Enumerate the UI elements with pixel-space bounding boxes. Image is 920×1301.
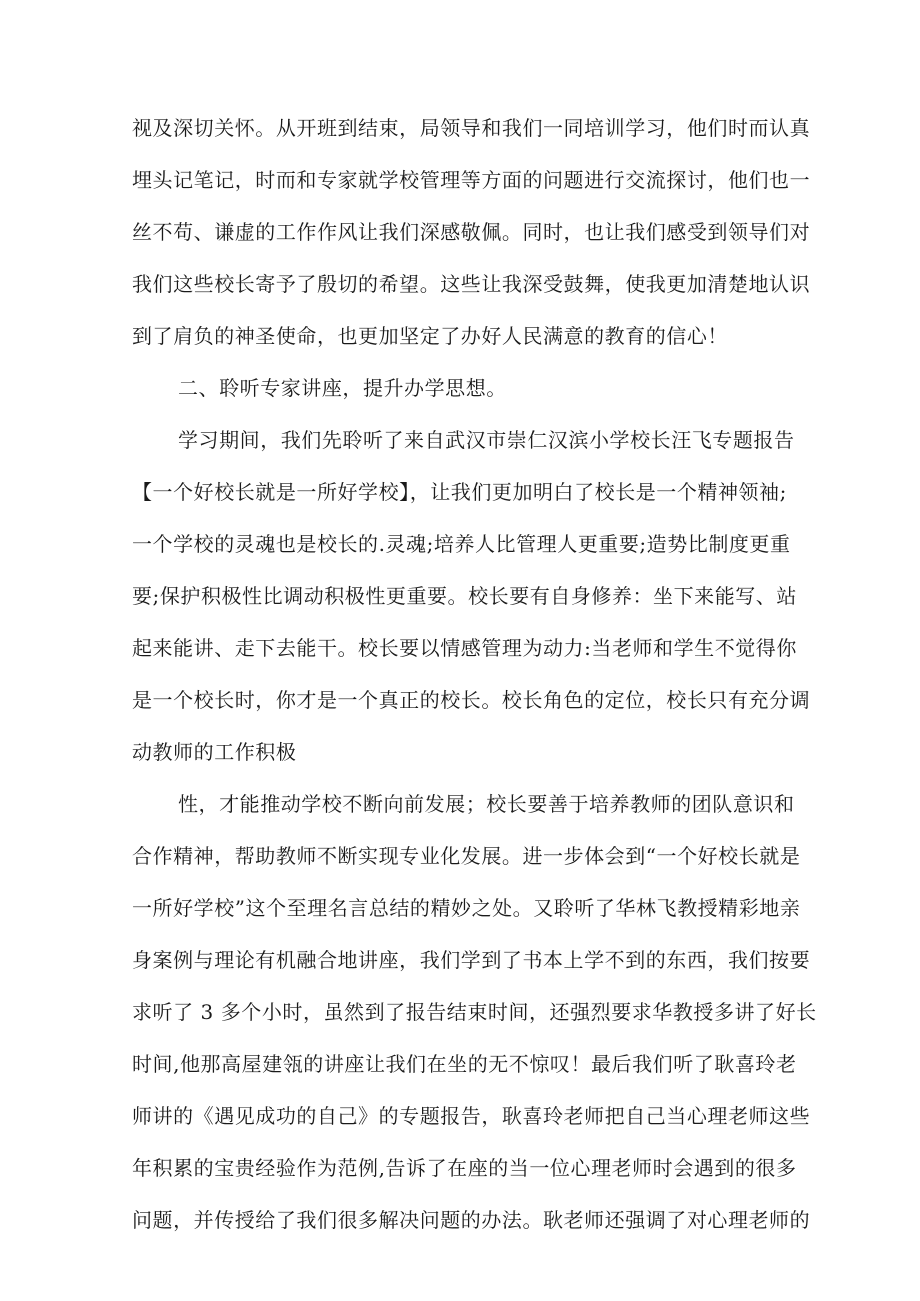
text-line: 视及深切关怀。从开班到结束，局领导和我们一同培训学习，他们时而认真 bbox=[132, 116, 811, 140]
text-line: 身案例与理论有机融合地讲座，我们学到了书本上学不到的东西，我们按要 bbox=[132, 948, 811, 972]
text-line: 要;保护积极性比调动积极性更重要。校长要有自身修养：坐下来能写、站 bbox=[132, 584, 797, 608]
text-line: 丝不苟、谦虚的工作作风让我们深感敬佩。同时，也让我们感受到领导们对 bbox=[132, 220, 811, 244]
text-line: 我们这些校长寄予了殷切的希望。这些让我深受鼓舞，使我更加清楚地认识 bbox=[132, 272, 811, 296]
text-line: 【一个好校长就是一所好学校】，让我们更加明白了校长是一个精神领袖; bbox=[132, 480, 787, 504]
text-line: 一个学校的灵魂也是校长的.灵魂;培养人比管理人更重要;造势比制度更重 bbox=[132, 532, 791, 556]
text-line: 师讲的《遇见成功的自己》的专题报告，耿喜玲老师把自己当心理老师这些 bbox=[132, 1104, 811, 1128]
text-line: 动教师的工作积极 bbox=[132, 740, 297, 764]
text-line: 求听了 3 多个小时，虽然到了报告结束时间，还强烈要求华教授多讲了好长 bbox=[132, 1000, 817, 1024]
section-heading: 二、聆听专家讲座，提升办学思想。 bbox=[178, 376, 507, 400]
text-line: 到了肩负的神圣使命，也更加坚定了办好人民满意的教育的信心！ bbox=[132, 324, 728, 348]
text-line: 学习期间，我们先聆听了来自武汉市崇仁汉滨小学校长汪飞专题报告 bbox=[178, 428, 795, 452]
text-line: 时间,他那高屋建瓴的讲座让我们在坐的无不惊叹！最后我们听了耿喜玲老 bbox=[132, 1052, 797, 1076]
text-line: 性，才能推动学校不断向前发展；校长要善于培养教师的团队意识和 bbox=[178, 792, 795, 816]
text-line: 起来能讲、走下去能干。校长要以情感管理为动力:当老师和学生不觉得你 bbox=[132, 636, 797, 660]
text-line: 是一个校长时，你才是一个真正的校长。校长角色的定位，校长只有充分调 bbox=[132, 688, 811, 712]
text-line: 一所好学校”这个至理名言总结的精妙之处。又聆听了华林飞教授精彩地亲 bbox=[132, 896, 801, 920]
text-line: 合作精神，帮助教师不断实现专业化发展。进一步体会到“一个好校长就是 bbox=[132, 844, 801, 868]
text-line: 问题，并传授给了我们很多解决问题的办法。耿老师还强调了对心理老师的 bbox=[132, 1208, 811, 1232]
text-line: 年积累的宝贵经验作为范例,告诉了在座的当一位心理老师时会遇到的很多 bbox=[132, 1156, 797, 1180]
text-line: 埋头记笔记，时而和专家就学校管理等方面的问题进行交流探讨，他们也一 bbox=[132, 168, 811, 192]
